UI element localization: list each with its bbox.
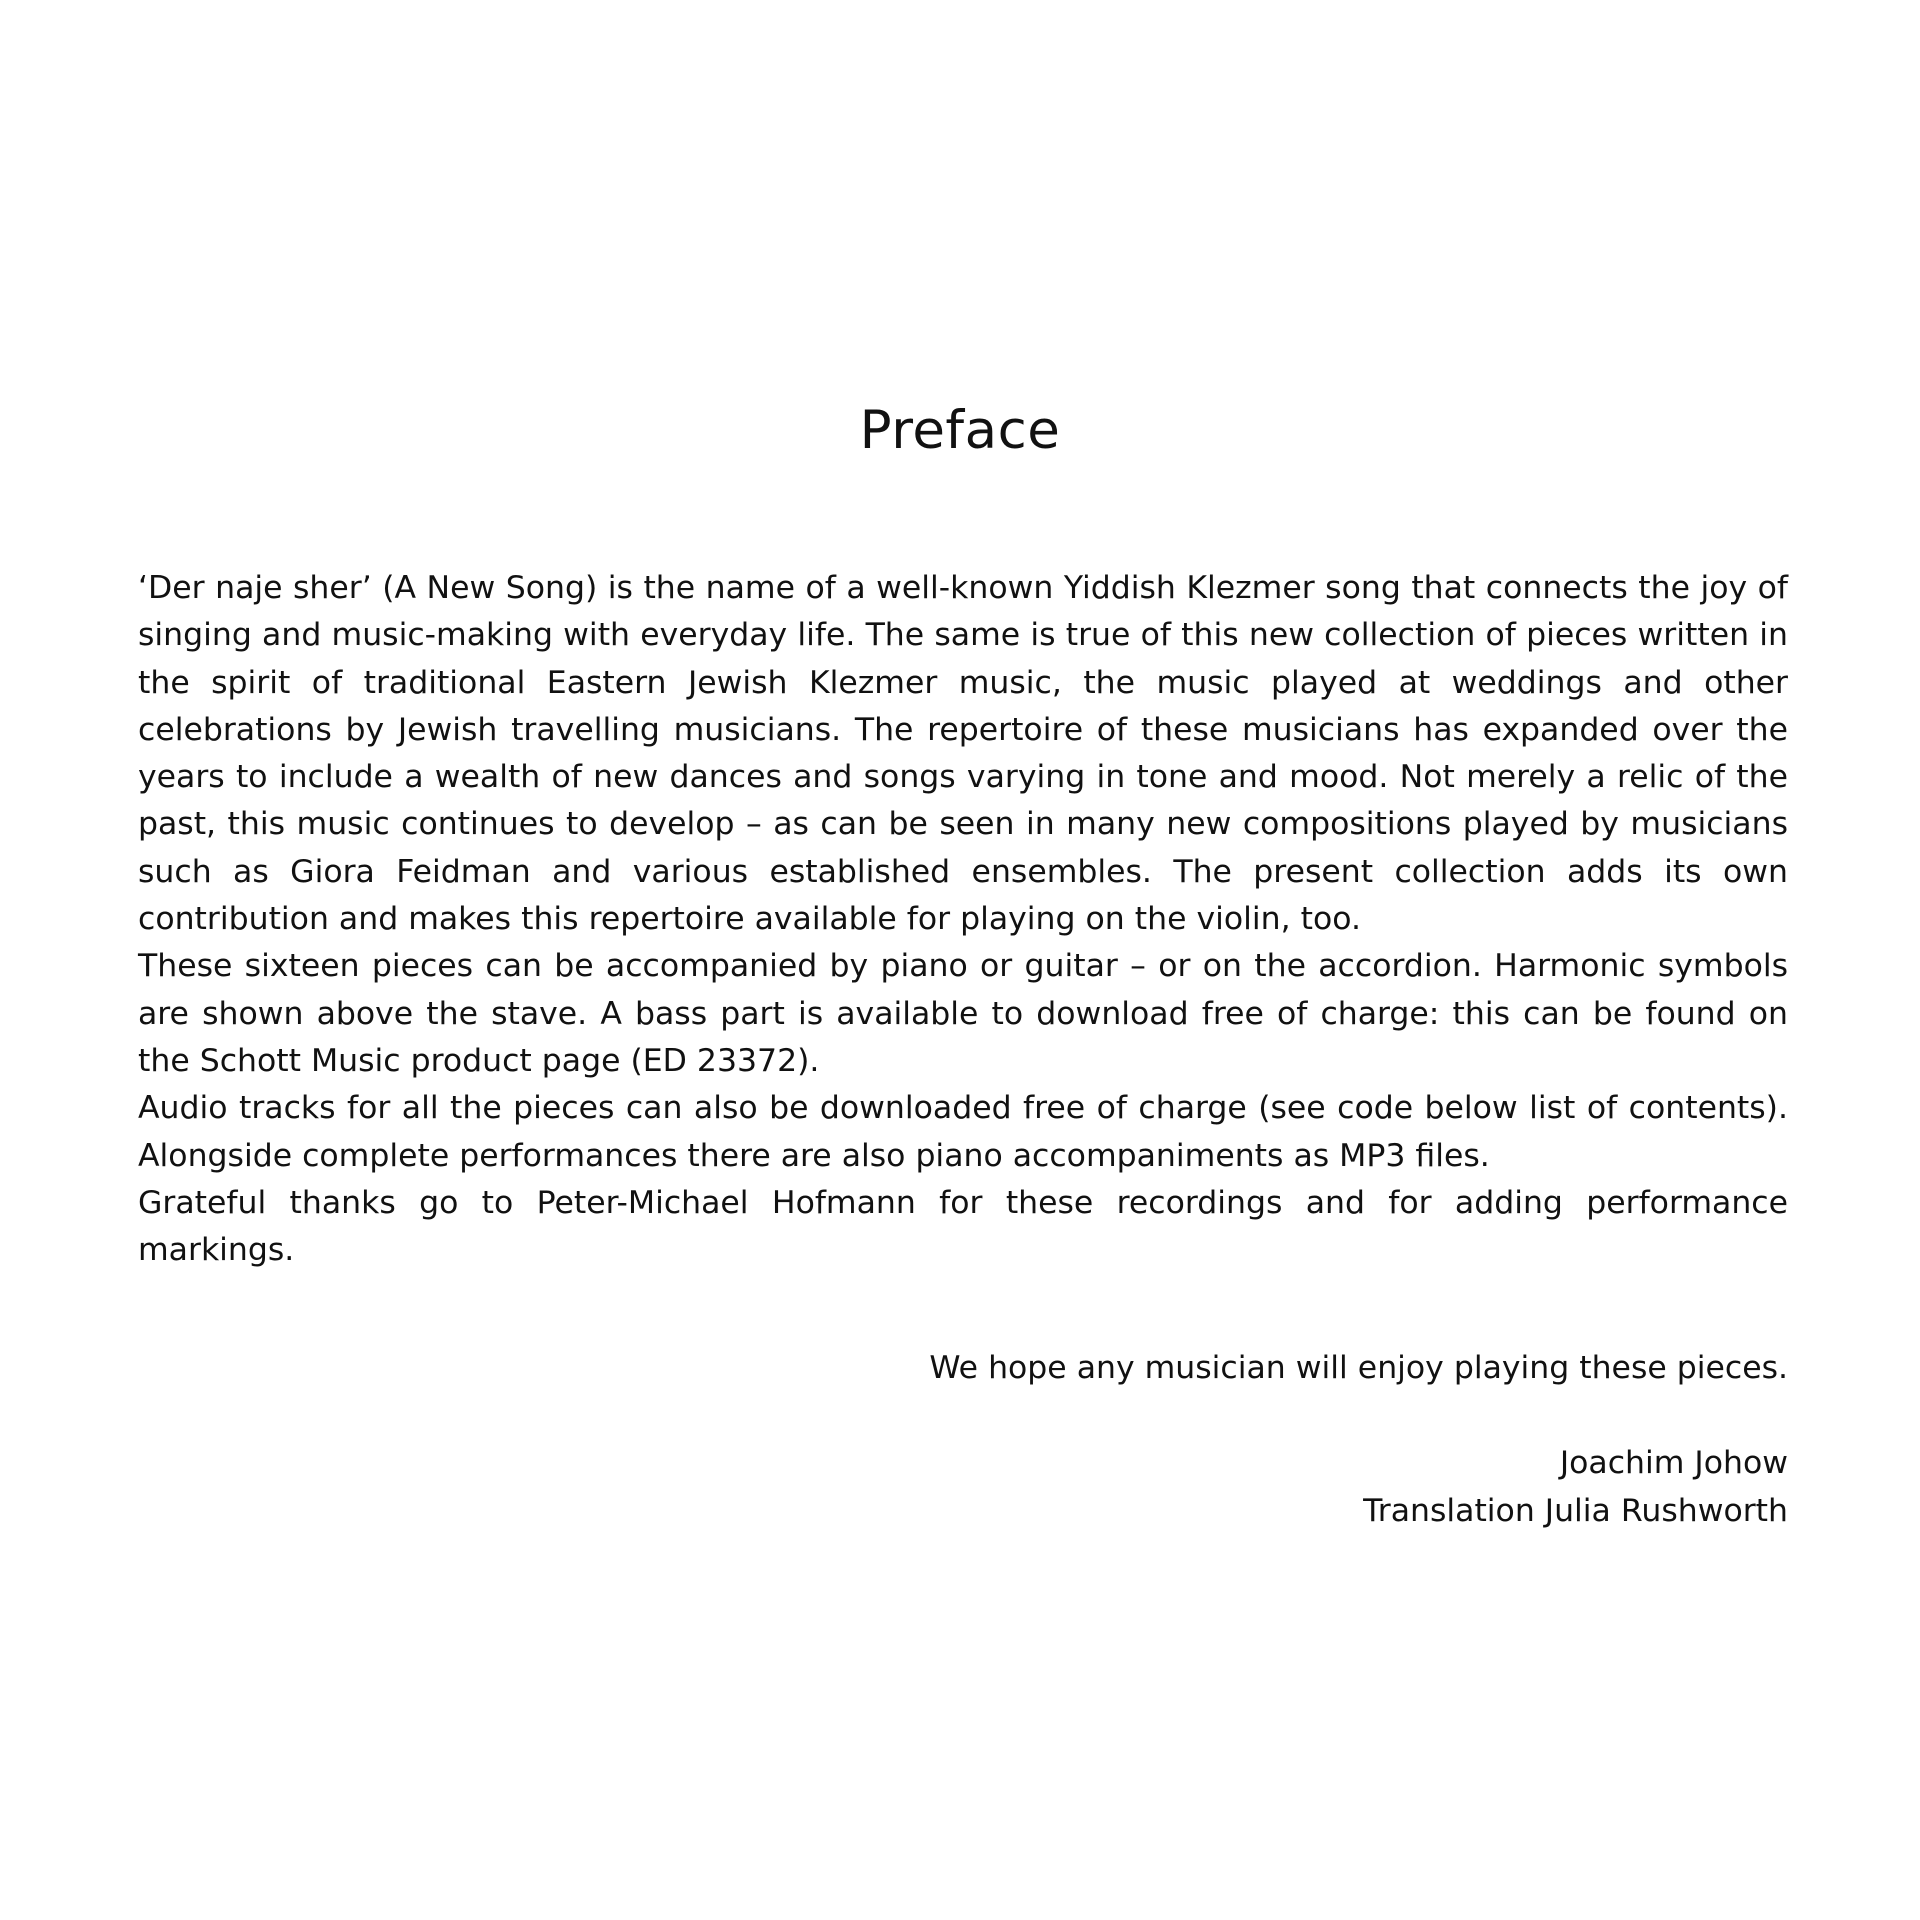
preface-body (138, 565, 1788, 1274)
signature-block (1363, 1440, 1788, 1535)
page-title: Preface (859, 400, 1061, 461)
paragraph-audio: Audio tracks for all the pieces can also be downloaded free of charge (see code below list of contents). Alongside complete performances there are also piano accompaniments as MP3 files. (138, 1090, 1788, 1174)
paragraph-thanks: Grateful thanks go to Peter-Michael Hofmann for these recordings and for adding performance markings. (138, 1184, 1788, 1269)
translator-credit: Translation Julia Rushworth (1363, 1492, 1788, 1529)
author-name: Joachim Johow (1559, 1445, 1788, 1481)
closing-line: We hope any musician will enjoy playing these pieces. (929, 1350, 1788, 1386)
paragraph-accompaniment: These sixteen pieces can be accompanied by piano or guitar – or on the accordion. Harmonic symbols are shown above the stave. A bass part is available to download free of charge: this can be found on the Schott Music product page (ED 23372). (138, 948, 1788, 1079)
paragraph-intro: ‘Der naje sher’ (A New Song) is the name of a well-known Yiddish Klezmer song that connects the joy of singing and music-making with everyday life. The same is true of this new collection of pieces written in the spirit of traditional Eastern Jewish Klezmer music, the music played at weddings and other celebrations by Jewish travelling musicians. The repertoire of these musicians has expanded over the years to include a wealth of new dances and songs varying in tone and mood. Not merely a relic of the past, this music continues to develop – as can be seen in many new compositions played by musicians such as Giora Feidman and various established ensembles. The present collection adds its own contribution and makes this repertoire available for playing on the violin, too. (138, 570, 1788, 938)
